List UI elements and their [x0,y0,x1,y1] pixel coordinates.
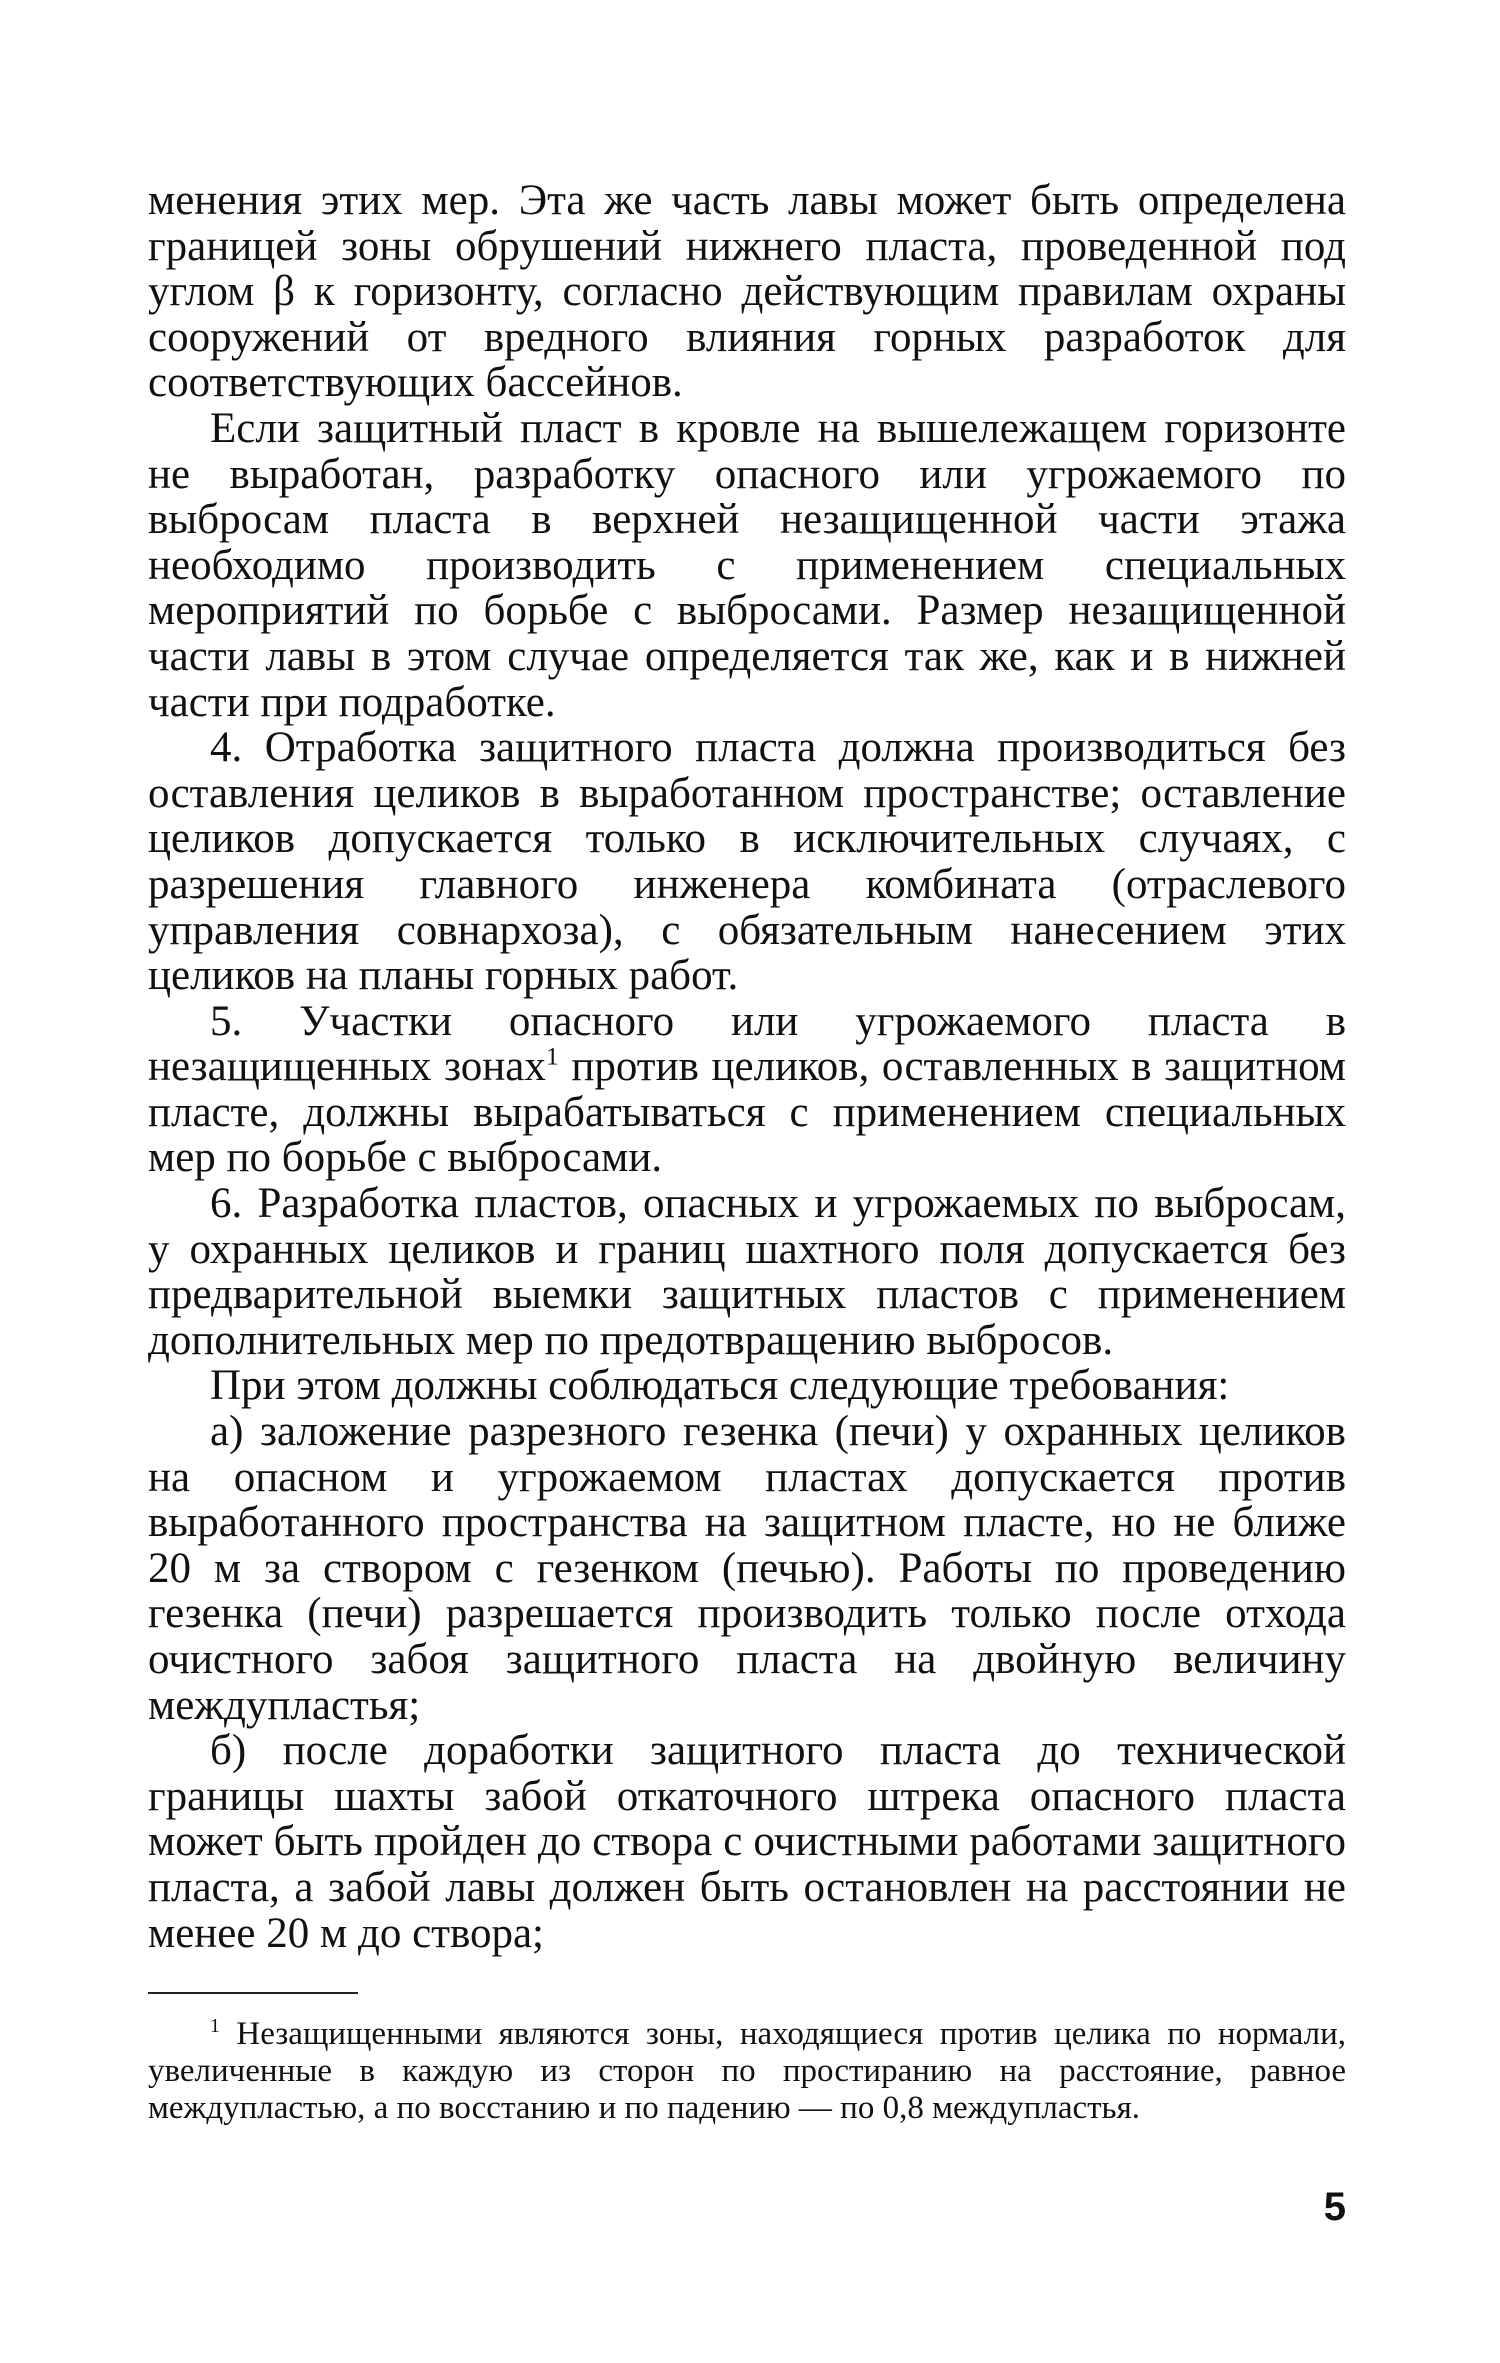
paragraph-requirement-a: а) заложение разрезного гезенка (печи) у охранных целиков на опасном и угрожаемом пластах допускается против выработанного пространства на защитном пласте, но не ближе 20 м за створом с гезенком (печью). Работы по проведению гезенка (печи) разрешается производить только после отхода очистного забоя защитного пласта на двойную величину междупластья; [148,1408,1346,1729]
paragraph-item-5 [148,999,1346,1181]
item-5-text-after: против целиков, оставленных в защитном пласте, должны вырабатываться с применением специальных мер по борьбе с выбросами. [148,1043,1346,1182]
paragraph-requirements-intro: При этом должны соблюдаться следующие требования: [210,1362,1230,1410]
footnote-mark: 1 [210,2015,220,2038]
page-number: 5 [1323,2185,1346,2229]
footnote-text: Незащищенными являются зоны, находящиеся против целика по нормали, увеличенные в каждую из сторон по простиранию на расстояние, равное междупластью, а по восстанию и по падению — по 0,8 междупластья. [148,2016,1346,2127]
paragraph-requirement-b: б) после доработки защитного пласта до технической границы шахты забой откаточного штрека опасного пласта может быть пройден до створа с очистными работами защитного пласта, а забой лавы должен быть остановлен на расстоянии не менее 20 м до створа; [148,1727,1346,1957]
item-5-text-before: 5. Участки опасного или угрожаемого пласта в незащищенных зонах [148,997,1346,1091]
paragraph-unprotected-seam: Если защитный пласт в кровле на вышележащем горизонте не выработан, разработку опасного или угрожаемого по выбросам пласта в верхней незащищенной части этажа необходимо производить с применением специальных мероприятий по борьбе с выбросами. Размер незащищенной части лавы в этом случае определяется так же, как и в нижней части при подработке. [148,404,1346,726]
body-text [148,178,1346,1956]
paragraph-item-4: 4. Отработка защитного пласта должна производиться без оставления целиков в выработанном пространстве; оставление целиков допускается только в исключительных случаях, с разрешения главного инженера комбината (отраслевого управления совнархоза), с обязательным нанесением этих целиков на планы горных работ. [148,724,1346,1000]
paragraph-continuation: менения этих мер. Эта же часть лавы может быть определена границей зоны обрушений нижнего пласта, проведенной под углом β к горизонту, согласно действующим правилам охраны сооружений от вредного влияния горных разработок для соответствующих бассейнов. [148,177,1346,407]
footnote [148,2016,1346,2127]
footnote-divider [148,1992,358,1994]
paragraph-item-6: 6. Разработка пластов, опасных и угрожаемых по выбросам, у охранных целиков и границ шахтного поля допускается без предварительной выемки защитных пластов с применением дополнительных мер по предотвращению выбросов. [148,1180,1346,1364]
document-page [148,178,1346,2127]
footnote-reference: 1 [545,1041,559,1071]
